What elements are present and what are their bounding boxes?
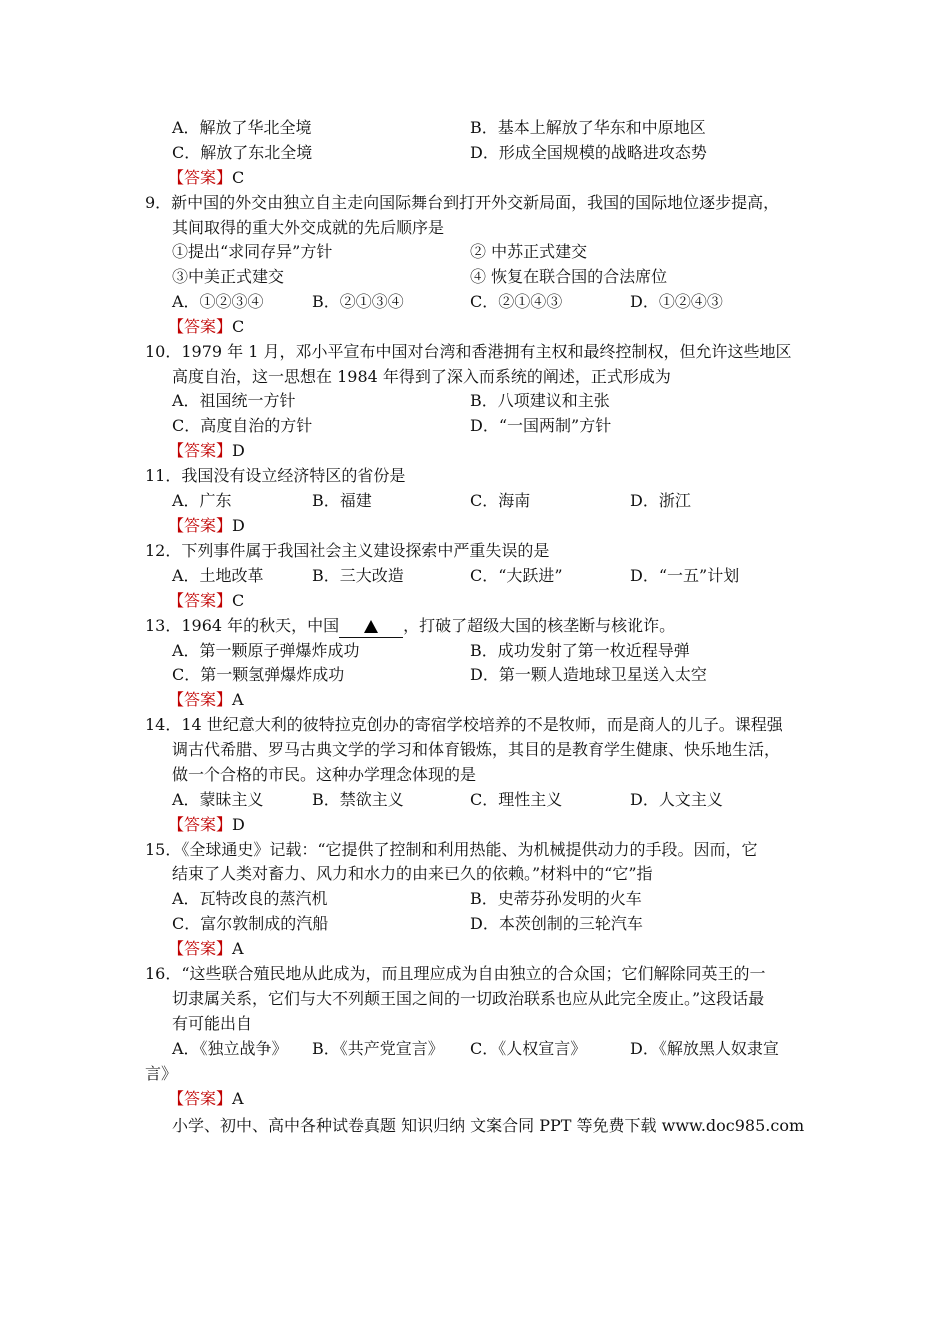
q9-option-b: B．②①③④ [312, 292, 404, 311]
q10-answer [168, 439, 245, 463]
q12-option-c: C．“大跃进” [470, 566, 563, 585]
q12-stem-line-1: 12．下列事件属于我国社会主义建设探索中严重失误的是 [145, 541, 550, 560]
page-footer: 小学、初中、高中各种试卷真题 知识归纳 文案合同 PPT 等免费下载 www.doc985.com [172, 1116, 805, 1135]
answer-value: C [232, 317, 245, 336]
answer-label: 【答案】 [168, 939, 233, 958]
q8-option-b: B．基本上解放了华东和中原地区 [470, 118, 706, 137]
answer-label: 【答案】 [168, 441, 233, 460]
triangle-icon [364, 620, 378, 633]
q15-stem-line-2: 结束了人类对畜力、风力和水力的由来已久的依赖。”材料中的“它”指 [172, 864, 653, 883]
q13-blank [339, 619, 403, 638]
q10-option-c: C．高度自治的方针 [172, 416, 313, 435]
q12-option-b: B．三大改造 [312, 566, 404, 585]
q10-stem-line-1: 10．1979 年 1 月，邓小平宣布中国对台湾和香港拥有主权和最终控制权，但允许这些地区 [145, 342, 792, 361]
q16-option-d-continuation: 言》 [145, 1064, 178, 1083]
q11-option-c: C．海南 [470, 491, 531, 510]
q15-option-b: B．史蒂芬孙发明的火车 [470, 889, 642, 908]
q8-answer [168, 166, 244, 190]
q15-option-a: A．瓦特改良的蒸汽机 [172, 889, 328, 908]
q8-option-a: A．解放了华北全境 [172, 118, 312, 137]
q15-option-d: D．本茨创制的三轮汽车 [470, 914, 643, 933]
q14-stem-line-3: 做一个合格的市民。这种办学理念体现的是 [172, 765, 477, 784]
q10-option-d: D．“一国两制”方针 [470, 416, 612, 435]
q13-stem-pre: 13．1964 年的秋天，中国 [145, 616, 340, 635]
answer-label: 【答案】 [168, 815, 233, 834]
q16-option-a: A．《独立战争》 [172, 1039, 288, 1058]
q9-option-a: A．①②③④ [172, 292, 264, 311]
q14-stem-line-1: 14．14 世纪意大利的彼特拉克创办的寄宿学校培养的不是牧师，而是商人的儿子。课程强 [145, 715, 783, 734]
q14-option-c: C．理性主义 [470, 790, 563, 809]
q13-option-c: C．第一颗氢弹爆炸成功 [172, 665, 345, 684]
answer-value: C [232, 591, 245, 610]
q13-option-b: B．成功发射了第一枚近程导弹 [470, 641, 690, 660]
answer-value: A [232, 939, 244, 958]
answer-label: 【答案】 [168, 1089, 233, 1108]
q9-option-c: C．②①④③ [470, 292, 563, 311]
q12-option-d: D．“一五”计划 [630, 566, 740, 585]
q10-stem-line-2: 高度自治，这一思想在 1984 年得到了深入而系统的阐述，正式形成为 [172, 367, 671, 386]
q14-stem-line-2: 调古代希腊、罗马古典文学的学习和体育锻炼，其目的是教育学生健康、快乐地生活， [172, 740, 781, 759]
q13-stem-line-1 [145, 614, 675, 638]
q12-option-a: A．土地改革 [172, 566, 264, 585]
answer-label: 【答案】 [168, 516, 233, 535]
q9-stem-line-2: 其间取得的重大外交成就的先后顺序是 [172, 218, 445, 237]
q16-stem-line-3: 有可能出自 [172, 1014, 253, 1033]
answer-label: 【答案】 [168, 690, 233, 709]
q16-option-b: B．《共产党宣言》 [312, 1039, 444, 1058]
q9-item-2: ② 中苏正式建交 [470, 242, 588, 261]
q9-item-4: ④ 恢复在联合国的合法席位 [470, 267, 668, 286]
q16-answer [168, 1087, 244, 1111]
q11-option-a: A．广东 [172, 491, 232, 510]
q15-stem-line-1: 15．《全球通史》记载：“它提供了控制和利用热能、为机械提供动力的手段。因而，它 [145, 840, 758, 859]
answer-label: 【答案】 [168, 591, 233, 610]
q14-option-a: A．蒙昧主义 [172, 790, 264, 809]
answer-value: A [232, 1089, 244, 1108]
q9-item-3: ③中美正式建交 [172, 267, 285, 286]
q14-answer [168, 813, 245, 837]
answer-value: D [232, 815, 245, 834]
q9-option-d: D．①②④③ [630, 292, 723, 311]
answer-value: A [232, 690, 244, 709]
q8-option-d: D．形成全国规模的战略进攻态势 [470, 143, 707, 162]
q13-answer [168, 688, 244, 712]
q11-option-b: B．福建 [312, 491, 372, 510]
q11-option-d: D．浙江 [630, 491, 691, 510]
q15-option-c: C．富尔敦制成的汽船 [172, 914, 329, 933]
q10-option-a: A．祖国统一方针 [172, 391, 296, 410]
answer-label: 【答案】 [168, 317, 233, 336]
q11-stem-line-1: 11．我国没有设立经济特区的省份是 [145, 466, 406, 485]
q13-stem-post: ，打破了超级大国的核垄断与核讹诈。 [403, 616, 676, 635]
q16-option-d: D．《解放黑人奴隶宣 [630, 1039, 779, 1058]
answer-value: D [232, 441, 245, 460]
q8-option-c: C．解放了东北全境 [172, 143, 313, 162]
q14-option-b: B．禁欲主义 [312, 790, 404, 809]
q16-stem-line-2: 切隶属关系，它们与大不列颠王国之间的一切政治联系也应从此完全废止。”这段话最 [172, 989, 765, 1008]
q13-option-a: A．第一颗原子弹爆炸成功 [172, 641, 360, 660]
q16-stem-line-1: 16．“这些联合殖民地从此成为，而且理应成为自由独立的合众国；它们解除同英王的一 [145, 964, 766, 983]
q9-answer [168, 315, 244, 339]
answer-label: 【答案】 [168, 168, 233, 187]
q10-option-b: B．八项建议和主张 [470, 391, 610, 410]
q12-answer [168, 589, 244, 613]
answer-value: D [232, 516, 245, 535]
q9-stem-line-1: 9．新中国的外交由独立自主走向国际舞台到打开外交新局面，我国的国际地位逐步提高， [145, 193, 780, 212]
q13-option-d: D．第一颗人造地球卫星送入太空 [470, 665, 707, 684]
q15-answer [168, 937, 244, 961]
answer-value: C [232, 168, 245, 187]
q9-item-1: ①提出“求同存异”方针 [172, 242, 333, 261]
q16-option-c: C．《人权宣言》 [470, 1039, 587, 1058]
q11-answer [168, 514, 245, 538]
q14-option-d: D．人文主义 [630, 790, 723, 809]
